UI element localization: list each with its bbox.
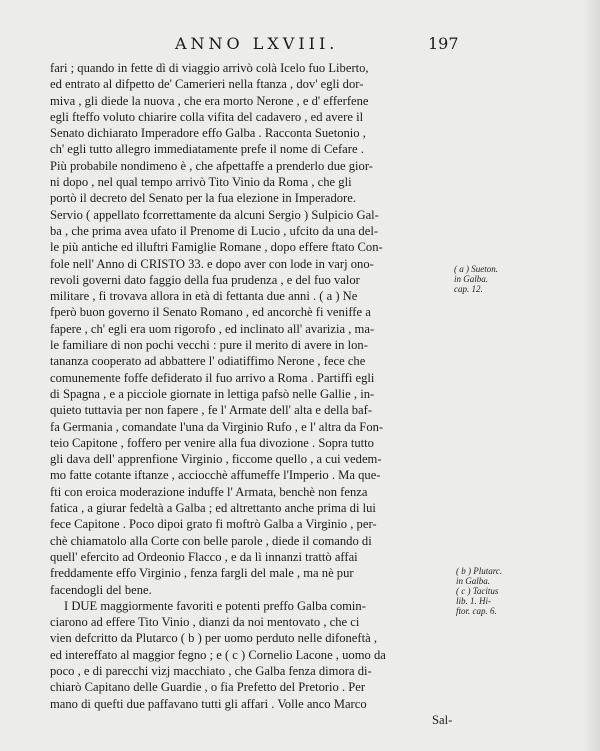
text-line: facendogli del bene. — [50, 582, 152, 597]
text-line: quieto tuttavia per non fapere , fe l' Armate dell' alta e della baf- — [50, 403, 373, 418]
text-line: Senato dichiarato Imperadore effo Galba . Racconta Suetonio , — [50, 126, 366, 141]
margin-note-line: ( c ) Tacitus — [456, 586, 499, 596]
text-line: freddamente effo Virginio , fenza fargli del male , ma nè pur — [50, 566, 354, 581]
text-line: ni dopo , nel qual tempo arrivò Tito Vinio da Roma , che gli — [50, 175, 352, 190]
margin-note-a — [454, 264, 524, 294]
text-line: ba , che prima avea ufato il Prenome di Lucio , ufcito da una del- — [50, 223, 379, 238]
running-head: ANNO LXVIII. — [175, 34, 339, 53]
margin-note-line: ( b ) Plutarc. — [456, 566, 503, 576]
text-line: fatica , a giurar fedeltà a Galba ; ed altrettanto anche prima di lui — [50, 501, 376, 516]
text-line: di Spagna , e a picciole giornate in lettiga pafsò nelle Gallie , in- — [50, 386, 375, 401]
text-line: quell' efercito ad Ordeonio Flacco , e da lì innanzi trattò affai — [50, 549, 358, 564]
text-line: le familiare di non pochi vecchi : pure il merito di avere in lon- — [50, 338, 368, 353]
margin-note-line: ftor. cap. 6. — [456, 606, 497, 616]
text-line: le più antiche ed illuftri Famiglie Romane , dopo effere ftato Con- — [50, 240, 383, 255]
text-line: miva , gli diede la nuova , che era morto Nerone , e d' efferfene — [50, 93, 369, 108]
text-line: chiarò Capitano delle Guardie , o fia Prefetto del Pretorio . Per — [50, 680, 366, 695]
page-number: 197 — [428, 34, 459, 53]
page-header — [0, 34, 600, 54]
margin-note-line: in Galba. — [456, 576, 491, 586]
body-text — [50, 60, 470, 728]
text-line: vien defcritto da Plutarco ( b ) per uomo perduto nelle difoneftà , — [50, 631, 377, 646]
text-line: militare , fi trovava allora in età di fettanta due anni . ( a ) Ne — [50, 289, 358, 304]
text-line: Servio ( appellato fcorrettamente da alcuni Sergio ) Sulpicio Gal- — [50, 207, 379, 222]
text-line: gli dava dell' apprenfione Virginio , ficcome quello , a cui vedem- — [50, 452, 382, 467]
text-line: poco , e di parecchi vizj macchiato , che Galba fenza dimora di- — [50, 663, 372, 678]
catchword: Sal- — [432, 712, 453, 727]
text-line: comunemente foffe defiderato il fuo arrivo a Roma . Partiffi egli — [50, 370, 375, 385]
text-line: egli fteffo voluto chiarire colla vifita del cadavero , ed avere il — [50, 109, 364, 124]
text-line: fole nell' Anno di CRISTO 33. e dopo aver con lode in varj ono- — [50, 256, 374, 271]
text-line: teio Capitone , foffero per venire alla fua divozione . Sopra tutto — [50, 435, 374, 450]
margin-note-line: lib. 1. Hi- — [456, 596, 491, 606]
text-line: portò il decreto del Senato per la fua elezione in Imperadore. — [50, 191, 356, 206]
text-line: mano di quefti due paffavano tutti gli affari . Volle anco Marco — [50, 696, 367, 711]
text-line: fperò buon governo il Senato Romano , ed ancorchè fi veniffe a — [50, 305, 371, 320]
text-line: revoli governi dato faggio della fua prudenza , e del fuo valor — [50, 272, 360, 287]
text-line: ed intereffato al maggior fegno ; e ( c ) Cornelio Lacone , uomo da — [50, 647, 386, 662]
text-line: ed entrato al difpetto de' Camerieri nella ftanza , dov' egli dor- — [50, 77, 364, 92]
text-line: fapere , ch' egli era uom rigorofo , ed inclinato all' avarizia , ma- — [50, 321, 375, 336]
text-line: ciarono ad effere Tito Vinio , dianzi da noi mentovato , che ci — [50, 615, 360, 630]
margin-note-bc — [456, 566, 532, 616]
text-line: mo fatte cotante iftanze , acciocchè affumeffe l'Imperio . Ma que- — [50, 468, 381, 483]
text-line: ch' egli tutto allegro immediatamente prefe il nome di Cefare . — [50, 142, 364, 157]
text-line: fece Capitone . Poco dipoi grato fi moftrò Galba a Virginio , per- — [50, 517, 377, 532]
margin-note-line: in Galba. — [454, 274, 489, 284]
text-line: fa Germania , comandate l'una da Virginio Rufo , e l' altra da Fon- — [50, 419, 384, 434]
margin-note-line: ( a ) Sueton. — [454, 264, 498, 274]
text-line: tananza cooperato ad abbattere l' odiatiffimo Nerone , fece che — [50, 354, 366, 369]
page-edge-shadow — [582, 0, 600, 751]
text-line: I DUE maggiormente favoriti e potenti preffo Galba comin- — [64, 598, 366, 613]
text-line: Più probabile nondimeno è , che afpettaffe a prenderlo due gior- — [50, 158, 373, 173]
text-line: fti con eroica moderazione induffe l' Armata, benchè non fenza — [50, 484, 368, 499]
text-line: chè chiamatolo alla Corte con belle parole , diede il comando di — [50, 533, 372, 548]
margin-note-line: cap. 12. — [454, 284, 483, 294]
text-line: fari ; quando in fette dì di viaggio arrivò colà Icelo fuo Liberto, — [50, 61, 369, 75]
